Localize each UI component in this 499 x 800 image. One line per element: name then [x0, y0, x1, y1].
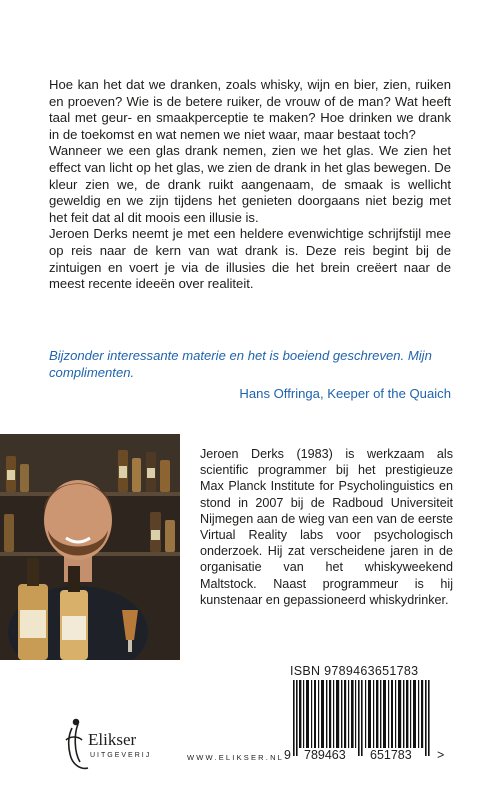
barcode-digits-right: 651783 [370, 748, 412, 762]
barcode-digit-end: > [437, 748, 445, 762]
barcode-digits-left: 789463 [304, 748, 346, 762]
blurb-paragraph-3: Jeroen Derks neemt je met een heldere evenwichtige schrijfstijl mee op reis naar de kern van wat drank is. Deze reis begint bij de zintuigen en voert je via de illusies die het brein creëert naar de meest recente ideeën over realiteit. [49, 226, 451, 292]
author-bio [200, 446, 453, 608]
publisher-website: WWW.ELIKSER.NL [187, 753, 285, 762]
blurb-text [49, 77, 451, 293]
publisher-name: Elikser [88, 730, 137, 749]
review-quote [49, 347, 453, 381]
review-attribution: Hans Offringa, Keeper of the Quaich [239, 386, 451, 401]
author-photo [0, 434, 180, 660]
review-quote-text: Bijzonder interessante materie en het is boeiend geschreven. Mijn complimenten. [49, 348, 432, 380]
barcode-digit-first: 9 [284, 748, 291, 762]
blurb-paragraph-1: Hoe kan het dat we dranken, zoals whisky, wijn en bier, zien, ruiken en proeven? Wie is de betere ruiker, de vrouw of de man? Wat heeft taal met geur- en smaakperceptie te maken? Hoe drinken we drank in de toekomst en wat nemen we niet waar, maar bestaat toch? [49, 77, 451, 142]
barcode-digits [283, 748, 451, 762]
blurb-paragraph-2: Wanneer we een glas drank nemen, zien we het glas. We zien het effect van licht op het glas, we zien de drank in het glas bewegen. De kleur zien we, de drank ruikt aangenaam, de smaak is wellicht geweldig en we zijn tijdens het genieten doorgaans niet bezig met het feit dat al dit moois een illusie is. [49, 143, 451, 225]
publisher-subtitle: UITGEVERIJ [90, 752, 152, 759]
author-bio-text: Jeroen Derks (1983) is werkzaam als scientific programmer bij het prestigieuze Max Planck Institute for Psycholinguistics en stond in 2007 bij de Radboud Universiteit Nijmegen aan de wieg van een van de eerste Virtual Reality labs voor psychologisch onderzoek. Hij zat verscheidene jaren in de organisatie van het whiskyweekend Maltstock. Naast programmeur is hij kunstenaar en gepassioneerd whiskydrinker. [200, 447, 453, 607]
isbn-label: ISBN 9789463651783 [290, 664, 419, 678]
